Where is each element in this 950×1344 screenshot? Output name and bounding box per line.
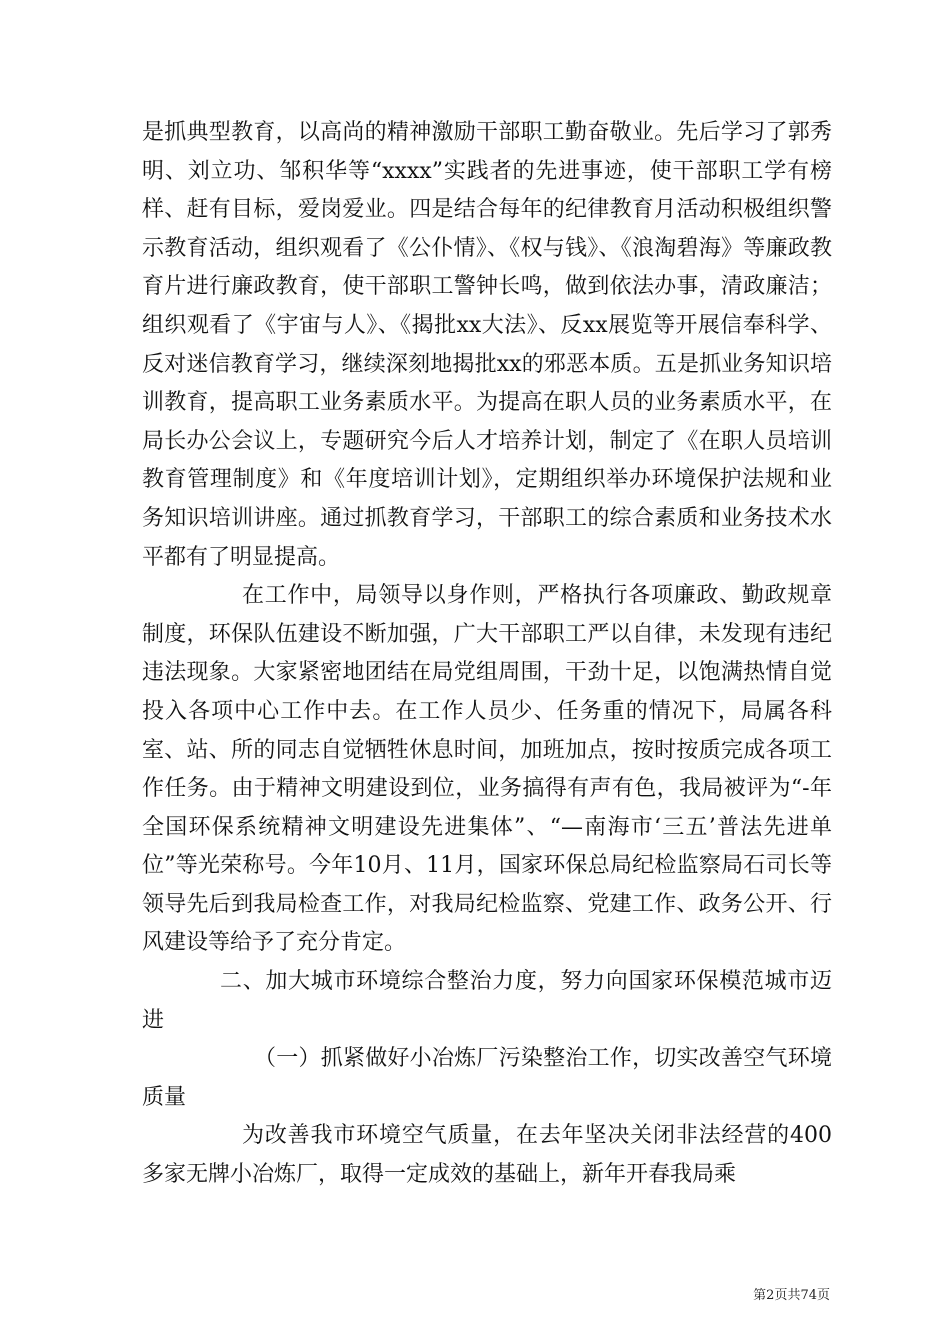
section-heading: 二、加大城市环境综合整治力度，努力向国家环保模范城市迈进 bbox=[142, 969, 832, 1033]
paragraph-3: 为改善我市环境空气质量，在去年坚决关闭非法经营的400多家无牌小冶炼厂，取得一定成效的基础上，新年开春我局乘 bbox=[142, 1123, 832, 1188]
subsection-heading: （一）抓紧做好小冶炼厂污染整治工作，切实改善空气环境质量 bbox=[142, 1046, 832, 1110]
document-body bbox=[142, 114, 832, 1195]
paragraph-1: 是抓典型教育，以高尚的精神激励干部职工勤奋敬业。先后学习了郭秀明、刘立功、邹积华等“xxxx”实践者的先进事迹，使干部职工学有榜样、赶有目标，爱岗爱业。四是结合每年的纪律教育月活动积极组织警示教育活动，组织观看了《公仆情》、《权与钱》、《浪淘碧海》等廉政教育片进行廉政教育，使干部职工警钟长鸣，做到依法办事，清政廉洁；组织观看了《宇宙与人》、《揭批xx大法》、反xx展览等开展信奉科学、反对迷信教育学习，继续深刻地揭批xx的邪恶本质。五是抓业务知识培训教育，提高职工业务素质水平。为提高在职人员的业务素质水平，在局长办公会议上，专题研究今后人才培养计划，制定了《在职人员培训教育管理制度》和《年度培训计划》，定期组织举办环境保护法规和业务知识培训讲座。通过抓教育学习，干部职工的综合素质和业务技术水平都有了明显提高。 bbox=[142, 120, 832, 570]
page-number: 第2页共74页 bbox=[753, 1288, 830, 1303]
paragraph-2: 在工作中，局领导以身作则，严格执行各项廉政、勤政规章制度，环保队伍建设不断加强，广大干部职工严以自律，未发现有违纪违法现象。大家紧密地团结在局党组周围，干劲十足，以饱满热情自觉投入各项中心工作中去。在工作人员少、任务重的情况下，局属各科室、站、所的同志自觉牺牲休息时间，加班加点，按时按质完成各项工作任务。由于精神文明建设到位，业务搞得有声有色，我局被评为“-年全国环保系统精神文明建设先进集体”、“—南海市‘三五’普法先进单位”等光荣称号。今年10月、11月，国家环保总局纪检监察局石司长等领导先后到我局检查工作，对我局纪检监察、党建工作、政务公开、行风建设等给予了充分肯定。 bbox=[142, 583, 832, 956]
